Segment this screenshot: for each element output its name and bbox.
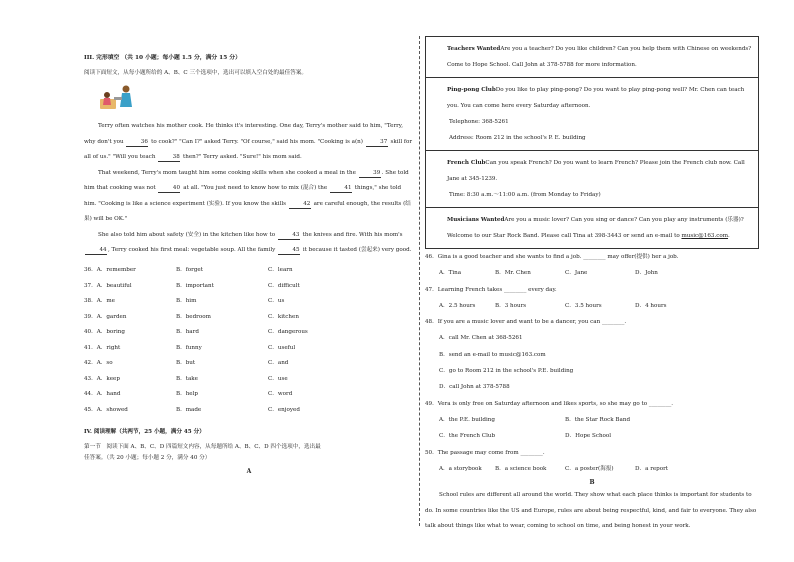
section3-title: III. 完形填空 （共 10 小题；每小题 1.5 分，满分 15 分） xyxy=(84,55,241,61)
question-49-options-row2: C．the French Club D．Hope School xyxy=(439,433,612,440)
passage-paragraph-2: That weekend, Terry's mom taught him some cooking skills when she cooked a meal in the 39. She told him that cooking was not 40 at all. "You just need to know how to mix (混合) the 41 things," she told him. "Cooking is like a science experiment (实验). If you know the skills 42 are careful enough, the results (结果) will be OK." xyxy=(84,169,411,222)
options-list xyxy=(84,262,414,417)
ad-pingpong-address: Address: Room 212 in the school's P. E. building xyxy=(449,135,586,141)
ad-pingpong-phone: Telephone: 368-5261 xyxy=(449,119,509,125)
section4-instruction-line2: 佳答案。（共 20 小题；每小题 2 分，满分 40 分） xyxy=(84,454,211,461)
blank-37[interactable]: 37 xyxy=(366,139,388,147)
options-row-42: 42．A．so B．but C．and xyxy=(84,360,289,367)
section4-title: IV. 阅读理解（共两节，25 小题，满分 45 分） xyxy=(84,428,205,435)
question-49-options-row1: A．the P.E. building B．the Star Rock Band xyxy=(439,416,631,423)
passage-b-text: School rules are different all around the world. They show what each place thinks is important for students to do. In some countries like the US and Europe, rules are about being respectful, kind, and fair to everyone. They also talk about things like what to wear, coming to school on time, and being honest in your work. xyxy=(425,492,757,530)
ad-teachers-wanted xyxy=(425,36,759,78)
options-row-44: 44．A．hand B．help C．word xyxy=(84,391,293,398)
ad-musicians-body: Are you a music lover? Can you sing or dance? Can you play any instruments (乐器)? Welcome to our Star Rock Band. Please call Tina at 398-3443 or send an e-mail to xyxy=(447,217,744,239)
options-row-39: 39．A．garden B．bedroom C．kitchen xyxy=(84,313,299,320)
passage-b-label: B xyxy=(589,479,595,487)
blank-43[interactable]: 43 xyxy=(278,232,300,240)
blank-44[interactable]: 44 xyxy=(85,247,107,255)
options-row-41: 41．A．right B．funny C．useful xyxy=(84,344,296,351)
ad-french-title: French Club xyxy=(447,160,486,166)
ad-pingpong-title: Ping-pong Club xyxy=(447,87,496,93)
question-48-option-c[interactable]: C．go to Room 212 in the school's P.E. building xyxy=(439,368,574,375)
ad-teachers-body: Are you a teacher? Do you like children? Can you help them with Chinese on weekends? Come to Hope School. Call John at 378-5788 for more information. xyxy=(447,46,752,68)
blank-36[interactable]: 36 xyxy=(126,139,148,147)
question-47-options: A．2.5 hours B．3 hours C．3.5 hours D．4 hours xyxy=(439,302,667,309)
ad-pingpong-club xyxy=(425,78,759,151)
ad-teachers-title: Teachers Wanted xyxy=(447,46,501,52)
ad-french-body: Can you speak French? Do you want to learn French? Please join the French club now. Call Jane at 345-1239. xyxy=(447,160,745,182)
ad-musicians-title: Musicians Wanted xyxy=(447,217,505,223)
questions-block xyxy=(425,249,759,535)
section4 xyxy=(84,427,414,475)
blank-40[interactable]: 40 xyxy=(158,185,180,193)
passage-paragraph-1: Terry often watches his mother cook. He thinks it's interesting. One day, Terry's mother said to him, "Terry, why don't you 36 to cook?" "Can I?" asked Terry. "Of course," said his mom. "Cooking is a(n) 37 skill for all of us." "Will you teach 38 then?" Terry asked. "Sure!" his mom said. xyxy=(84,123,413,160)
options-row-37: 37．A．beautiful B．important C．difficult xyxy=(84,282,300,289)
column-divider xyxy=(419,36,420,526)
blank-42[interactable]: 42 xyxy=(289,201,311,209)
options-row-45: 45．A．showed B．made C．enjoyed xyxy=(84,406,300,413)
question-46-options: A．Tina B．Mr. Chen C．Jane D．John xyxy=(439,270,658,277)
options-row-38: 38．A．me B．him C．us xyxy=(84,298,285,305)
ads-table xyxy=(425,36,759,249)
question-49: 49．Vera is only free on Saturday afternoon and likes sports, so she may go to ________. xyxy=(425,400,674,407)
passage-paragraph-3: She also told him about safety (安全) in the kitchen like how to 43 the knives and fire. With his mom's 44, Terry cooked his first meal: vegetable soup. All the family 45 it because it tasted (尝起来) very good. xyxy=(84,228,414,259)
question-48-option-d[interactable]: D．call John at 378-5788 xyxy=(439,384,510,391)
options-row-36: 36．A．remember B．forget C．learn xyxy=(84,267,293,274)
question-50-options: A．a storybook B．a science book C．a poster(海报) D．a report xyxy=(439,465,669,472)
section4-instruction-line1: 第一节 阅读下面 A、B、C、D 四篇短文内容，从每题所给 A、B、C、D 四个选项中，选出最 xyxy=(84,443,321,450)
ad-musicians-email-link[interactable]: music@163.com xyxy=(681,233,729,239)
right-column xyxy=(425,36,759,535)
section3-instruction: 阅读下面短文，从每小题所给的 A、B、C 三个选项中，选出可以填入空白处的最佳答案。 xyxy=(84,70,307,76)
blank-39[interactable]: 39 xyxy=(359,170,381,178)
passage-a-label: A xyxy=(246,467,252,475)
ad-french-time: Time: 8:30 a.m.～11:00 a.m. (from Monday to Friday) xyxy=(449,192,601,198)
left-column xyxy=(84,52,414,481)
question-48: 48．If you are a music lover and want to be a dancer, you can ________. xyxy=(425,319,627,326)
question-48-option-a[interactable]: A．call Mr. Chen at 368-5261 xyxy=(439,335,523,342)
cooking-illustration xyxy=(98,83,138,113)
question-46: 46．Gina is a good teacher and she wants to find a job. ________ may offer(提供) her a job. xyxy=(425,254,679,260)
question-47: 47．Learning French takes ________ every day. xyxy=(425,286,557,293)
ad-french-club xyxy=(425,151,759,208)
ad-musicians-wanted: Musicians WantedAre you a music lover? Can you sing or dance? Can you play any instruments (乐器)? Welcome to our Star Rock Band. Please call Tina at 398-3443 or send an e-mail to music@163.com. xyxy=(425,208,759,249)
blank-45[interactable]: 45 xyxy=(278,247,300,255)
ad-pingpong-body: Do you like to play ping-pong? Do you want to play ping-pong well? Mr. Chen can teach you. You can come here every Saturday afternoon. xyxy=(447,87,745,109)
question-50: 50．The passage may come from ________. xyxy=(425,449,545,456)
blank-38[interactable]: 38 xyxy=(158,154,180,162)
question-48-option-b[interactable]: B．send an e-mail to music@163.com xyxy=(439,351,546,358)
options-row-43: 43．A．keep B．take C．use xyxy=(84,375,288,382)
blank-41[interactable]: 41 xyxy=(330,185,352,193)
options-row-40: 40．A．boring B．hard C．dangerous xyxy=(84,329,308,336)
